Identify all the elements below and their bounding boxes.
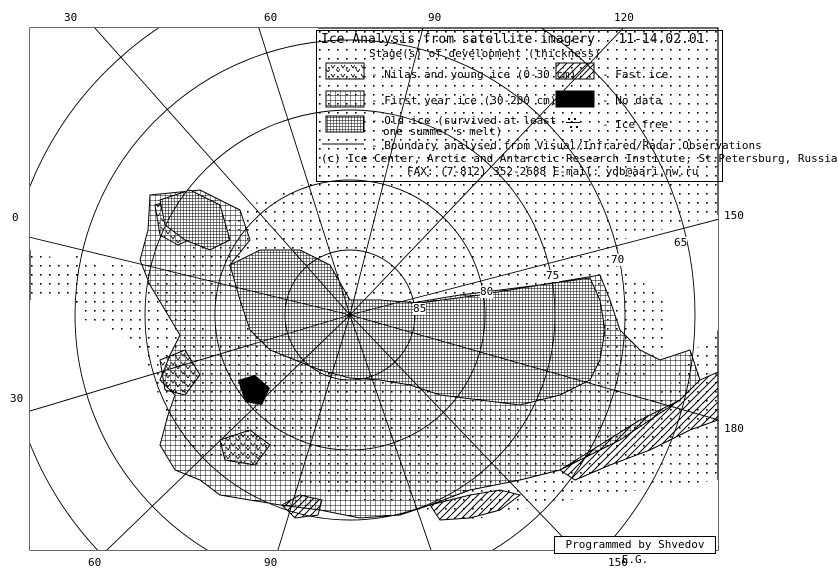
legend-dates: 11-14.02.01 [618, 32, 705, 47]
legend-item-ice-free: - Ice free [602, 118, 669, 131]
lon-label-bottom-150: 150 [608, 556, 628, 569]
lat-label-65: 65 [674, 236, 688, 249]
lon-label-bottom-90: 90 [264, 556, 278, 569]
legend-contact: FAX: (7-812) 352-2688 E-mail: ydb@aari.nw.ru [407, 165, 699, 178]
lat-label-75: 75 [546, 269, 560, 282]
legend-item-nilas: - Nilas and young ice (0-30 cm) [371, 68, 577, 81]
lon-label-top-60: 60 [264, 11, 278, 24]
legend-subtitle: Stage(s) of development (thickness) [369, 47, 601, 60]
credit-box: Programmed by Shvedov E.G. [554, 536, 716, 554]
legend-item-no-data: - No data [602, 94, 662, 107]
legend-item-old-line1: - Old ice (survived at least [371, 114, 557, 127]
lat-label-70: 70 [611, 253, 625, 266]
legend-boundary: - Boundary analysed from Visual/Infrared/Radar Observations [371, 139, 762, 152]
lat-label-80: 80 [480, 285, 494, 298]
lat-label-85: 85 [413, 302, 427, 315]
lon-label-bottom-60: 60 [88, 556, 102, 569]
lon-label-top-90: 90 [428, 11, 442, 24]
lon-label-right-150: 150 [724, 209, 744, 222]
legend-panel [316, 30, 838, 182]
lon-label-top-30: 30 [64, 11, 78, 24]
lon-label-top-120: 120 [614, 11, 634, 24]
legend-org: (c) Ice Center, Arctic and Antarctic Research Institute, St.Petersburg, Russia [321, 152, 838, 165]
lon-label-left-0: 0 [12, 211, 19, 224]
lon-label-left-30: 30 [10, 392, 24, 405]
legend-item-fast: - Fast ice [602, 68, 669, 81]
lon-label-right-180: 180 [724, 422, 744, 435]
legend-item-old-line2: one summer's melt) [383, 125, 503, 138]
legend-title: Ice Analysis from satellite imagery [321, 32, 595, 47]
legend-item-first-year: - First year ice (30-200 cm) [371, 94, 557, 107]
